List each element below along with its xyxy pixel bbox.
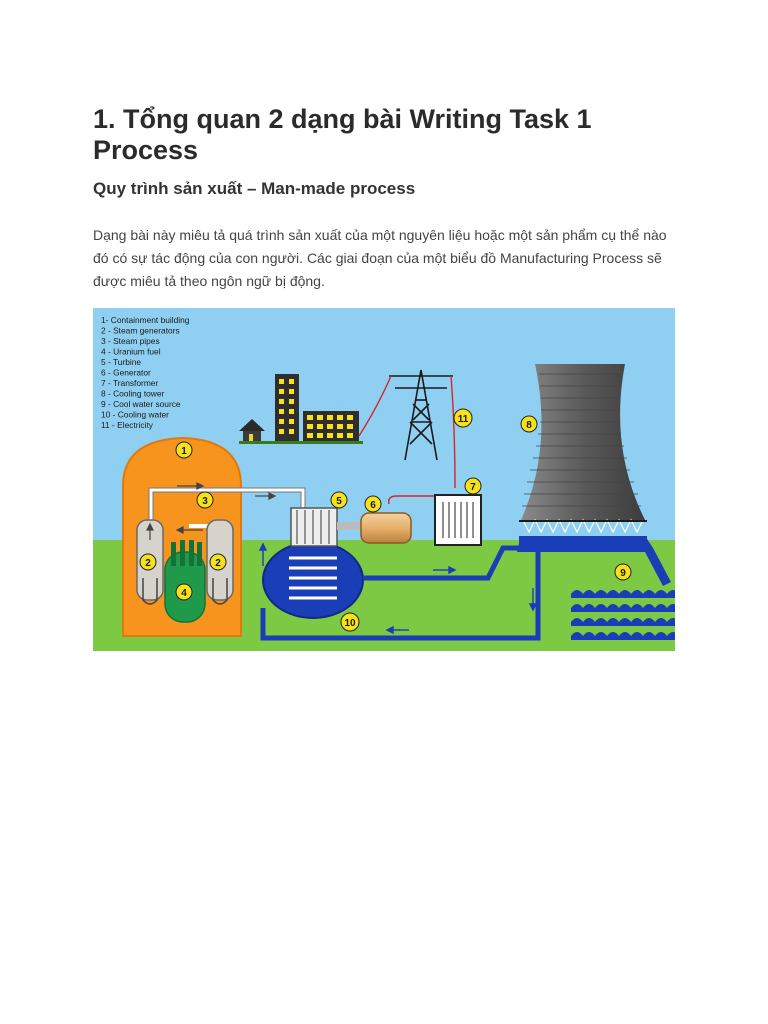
legend-item: 3 - Steam pipes (101, 336, 160, 346)
svg-text:6: 6 (370, 500, 376, 511)
marker-3 (197, 492, 213, 508)
svg-text:9: 9 (620, 568, 626, 579)
legend-item: 11 - Electricity (101, 420, 153, 430)
svg-text:2: 2 (215, 558, 221, 569)
generator-icon (361, 513, 411, 543)
marker-6 (365, 496, 381, 512)
marker-2-left (140, 554, 156, 570)
svg-text:4: 4 (181, 588, 187, 599)
legend-item: 5 - Turbine (101, 357, 142, 367)
nuclear-power-plant-diagram (93, 308, 675, 651)
svg-text:7: 7 (470, 482, 476, 493)
marker-11 (454, 409, 472, 427)
svg-text:10: 10 (344, 618, 356, 629)
marker-5 (331, 492, 347, 508)
legend-item: 4 - Uranium fuel (101, 346, 161, 357)
legend-item: 10 - Cooling water (101, 409, 169, 420)
marker-7 (465, 478, 481, 494)
article (93, 104, 683, 293)
legend-item: 9 - Cool water source (101, 399, 181, 409)
legend-item: 7 - Transformer (101, 378, 159, 388)
svg-text:8: 8 (526, 420, 532, 431)
page-title: 1. Tổng quan 2 dạng bài Writing Task 1 Process (93, 104, 592, 165)
marker-8 (521, 416, 537, 432)
marker-1 (176, 442, 192, 458)
svg-text:1: 1 (181, 446, 187, 457)
condenser-icon (263, 542, 363, 618)
marker-10 (341, 613, 359, 631)
legend-item: 1- Containment building (101, 315, 190, 325)
intro-paragraph: Dạng bài này miêu tả quá trình sản xuất của một nguyên liệu hoặc một sản phẩm cụ thể nào đó có sự tác động của con người. Các giai đoạn của một biểu đồ Manufacturing Process sẽ được miêu tả theo ngôn ngữ bị động. (93, 227, 667, 289)
svg-text:5: 5 (336, 496, 342, 507)
marker-4 (176, 584, 192, 600)
svg-text:11: 11 (457, 414, 469, 425)
transformer-icon (435, 495, 481, 545)
section-subtitle: Quy trình sản xuất – Man-made process (93, 179, 416, 198)
legend-item: 6 - Generator (101, 367, 151, 378)
legend-item: 2 - Steam generators (101, 325, 180, 336)
legend-item: 8 - Cooling tower (101, 388, 165, 399)
marker-2-right (210, 554, 226, 570)
svg-text:3: 3 (202, 496, 208, 507)
marker-9 (615, 564, 631, 580)
svg-text:2: 2 (145, 558, 151, 569)
uranium-reactor-icon (165, 540, 205, 622)
